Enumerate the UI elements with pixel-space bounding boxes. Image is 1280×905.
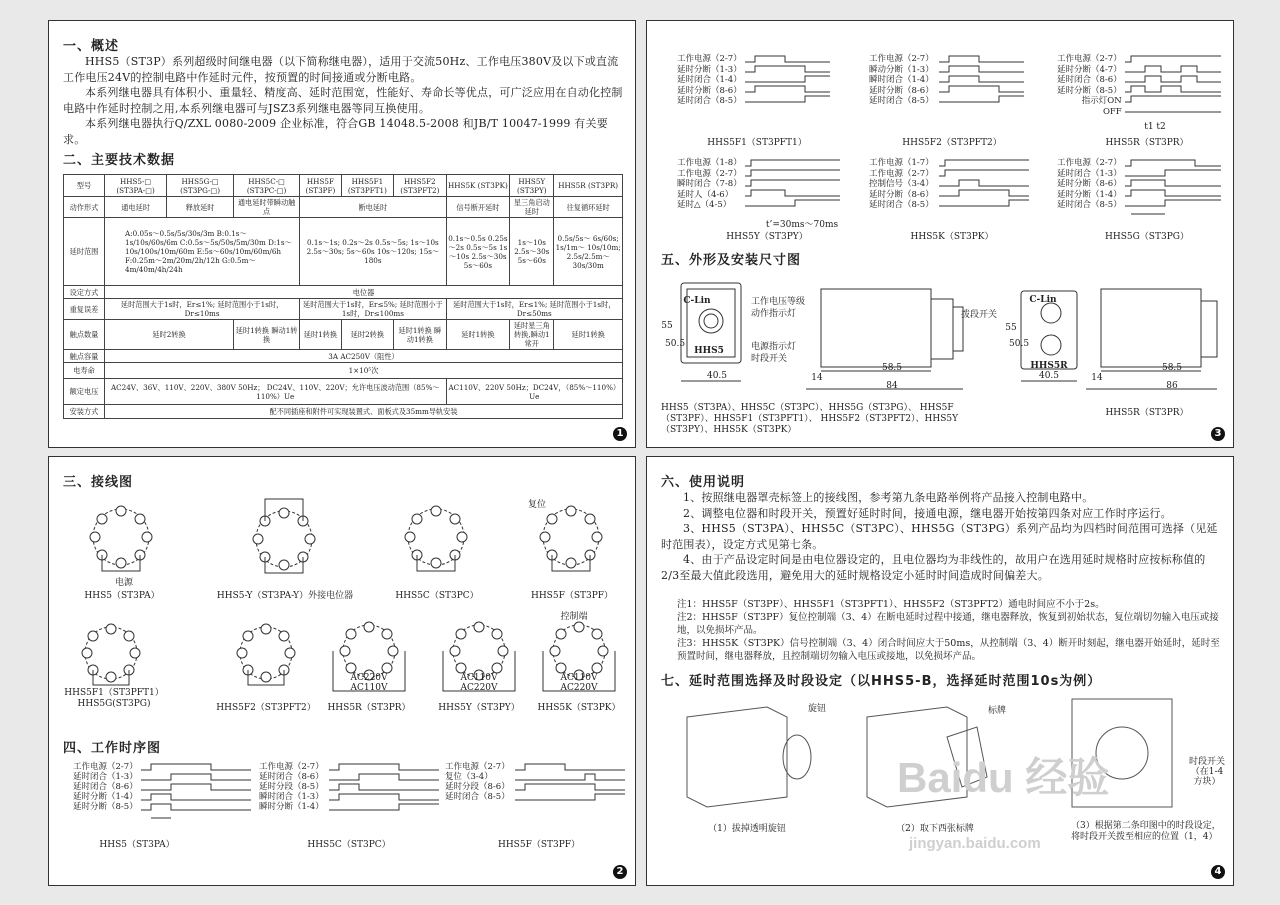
dim-405: 40.5 <box>1038 371 1060 381</box>
label-knob: 旋钮 <box>807 704 826 714</box>
model-cell: HHS5F2 (ST3PFT2) <box>394 175 446 197</box>
timing-labels-hhs5f1 <box>677 54 742 107</box>
dim-505: 50.5 <box>665 339 686 349</box>
timing-label: 瞬时闭合（1-4） <box>869 75 934 85</box>
timing-label: 工作电源（2-7） <box>1057 54 1122 64</box>
action-cell: 信号断开延时 <box>446 197 510 218</box>
wiring-caption: HHS5F1（ST3PFT1） HHS5G(ST3PG) <box>64 688 164 709</box>
wiring-power-label: 电源 <box>114 578 133 588</box>
dim-14: 14 <box>1091 373 1103 383</box>
wiring-voltage-label: AC110V <box>460 673 498 683</box>
timing-label: 延时分断（8-5） <box>73 802 138 812</box>
brand-logo: C-Lin <box>1029 295 1057 305</box>
dimension-caption-right: HHS5R（ST3PR） <box>1105 408 1189 418</box>
voltage-cell: AC24V、36V、110V、220V、380V 50Hz； DC24V、110V、220V；允许电压波动范围（85%～110%）Ue <box>105 379 447 405</box>
timing-label: 延时闭合（8-5） <box>1057 200 1122 210</box>
timing-label: 控制信号（3-4） <box>869 179 934 189</box>
timing-chart-hhs5f <box>515 762 625 814</box>
section-4-heading: 四、工作时序图 <box>63 741 162 756</box>
model-cell: HHS5-□ (ST3PA-□) <box>105 175 167 197</box>
dim-55: 55 <box>661 321 673 331</box>
dim-55: 55 <box>1005 323 1017 333</box>
action-cell: 通电延时带瞬动触点 <box>234 197 300 218</box>
dimension-caption-left: HHS5（ST3PA）、HHS5C（ST3PC）、HHS5G（ST3PG）、 HHS5F（ST3PF）、HHS5F1（ST3PFT1）、 HHS5F2（ST3PFT2）、HHS5Y（ST3PY）、HHS5K（ST3PK） <box>661 403 959 435</box>
range-cell: 1s～10s 2.5s～30s 5s～60s <box>510 218 554 286</box>
page-number: 4 <box>1211 865 1225 879</box>
page-2 <box>48 456 636 886</box>
timing-labels-hhs5k <box>869 158 934 211</box>
row-header-action: 动作形式 <box>64 197 105 218</box>
section-1-heading: 一、概述 <box>63 39 120 54</box>
usage-note: 注3：HHS5K（ST3PK）信号控制端（3、4）闭合时间应大于50ms，从控制端（3、4）断开时刻起，继电器开始延时，延时至预置时间，继电器释放，且控制端切勿输入电压或接地，以免损坏产品。 <box>677 638 1220 662</box>
timing-label: 工作电源（2-7） <box>677 54 742 64</box>
timing-labels-hhs5f <box>445 762 510 802</box>
model-cell: HHS5K (ST3PK) <box>446 175 510 197</box>
timing-label: 瞬动分断（1-3） <box>869 64 934 75</box>
row-header-voltage: 额定电压 <box>64 379 105 405</box>
action-cell: 通电延时 <box>105 197 167 218</box>
action-cell: 往复循环延时 <box>554 197 623 218</box>
dim-585: 58.5 <box>1161 363 1183 373</box>
action-cell: 断电延时 <box>300 197 446 218</box>
wiring-caption: HHS5C（ST3PC） <box>395 591 479 601</box>
timing-caption: HHS5G（ST3PG） <box>1105 232 1189 242</box>
contact-cell: 延时1转换 <box>446 320 510 350</box>
step-caption: （2）取下西张标牌 <box>896 824 974 834</box>
label-segment-switch: 时段开关 <box>751 354 788 364</box>
overview-para-1: HHS5（ST3P）系列超级时间继电器（以下简称继电器），适用于交流50Hz、工作电压380V及以下或直流工作电压24V的控制电路中作延时元件，按预置的时间接通或分断电路。 <box>63 55 619 84</box>
step-caption: （1）拔掉透明旋钮 <box>708 824 786 834</box>
range-cell: 0.1s～1s; 0.2s～2s 0.5s～5s; 1s～10s 2.5s～30s; 5s～60s 10s～120s; 15s～180s <box>300 218 446 286</box>
wiring-diagram-hhs5 <box>79 497 169 577</box>
section-6-heading: 六、使用说明 <box>661 475 746 490</box>
timing-note: t’=30ms～70ms <box>765 220 839 230</box>
timing-caption: HHS5K（ST3PK） <box>910 232 994 242</box>
wiring-voltage-label: AC220V <box>560 683 598 693</box>
wiring-voltage-label: AC220V <box>350 673 388 683</box>
model-label: HHS5 <box>694 346 724 356</box>
row-header-life: 电寿命 <box>64 363 105 379</box>
section-5-heading: 五、外形及安装尺寸图 <box>661 253 802 268</box>
timing-chart-hhs5f2 <box>939 54 1024 114</box>
timing-label: OFF <box>1102 106 1122 117</box>
timing-label: 瞬时闭合（7-8） <box>677 179 742 189</box>
spec-table <box>63 174 623 419</box>
model-cell: HHS5C-□ (ST3PC-□) <box>234 175 300 197</box>
timing-caption: HHS5F（ST3PF） <box>497 840 581 850</box>
dim-405: 40.5 <box>706 371 728 381</box>
row-header-range: 延时范围 <box>64 218 105 286</box>
wiring-voltage-label: AC220V <box>460 683 498 693</box>
timing-label: 工作电源（2-7） <box>869 54 934 64</box>
section-3-heading: 三、接线图 <box>63 475 134 490</box>
error-cell: 延时范围大于1s时，Er≤1%; 延时范围小于1s时，Dr≤10ms <box>105 299 300 320</box>
action-cell: 释放延时 <box>167 197 234 218</box>
row-header-capacity: 触点容量 <box>64 350 105 363</box>
contact-cell: 延时1转换 瞬动1转换 <box>394 320 446 350</box>
timing-chart-hhs5k <box>939 158 1029 218</box>
timing-label: 工作电源（2-7） <box>445 762 510 772</box>
wiring-control-label: 控制端 <box>560 612 588 622</box>
timing-label: 延时闭合（8-5） <box>445 792 510 802</box>
timing-label: 工作电源（1-7） <box>869 158 934 168</box>
timing-labels-hhs5y <box>677 158 742 211</box>
row-header-error: 重复误差 <box>64 299 105 320</box>
timing-label: 瞬时分断（1-4） <box>259 802 324 812</box>
wiring-caption: HHS5Y（ST3PY） <box>438 703 520 713</box>
timing-label: 工作电源（2-7） <box>1057 158 1122 168</box>
timing-label: 延时闭合（1-4） <box>677 75 742 85</box>
timing-label: 工作电源（2-7） <box>677 168 742 179</box>
page-number: 2 <box>613 865 627 879</box>
row-header-contact: 触点数量 <box>64 320 105 350</box>
timing-caption: HHS5F1（ST3PFT1） <box>707 138 807 148</box>
dimension-drawings <box>661 271 1221 401</box>
timing-label: 延时△（4-5） <box>677 200 732 210</box>
usage-para: 4、由于产品设定时间是由电位器设定的，且电位器均为非线性的，故用户在选用延时规格时应按标称值的2/3至最大值此段选用，避免用大的延时规格设定小延时时间造成时间偏差大。 <box>661 553 1206 582</box>
model-cell: HHS5R (ST3PR) <box>554 175 623 197</box>
timing-labels-hhs5c <box>259 762 324 812</box>
wiring-caption: HHS5F2（ST3PFT2） <box>216 703 316 713</box>
timing-label: 延时闭合（8-6） <box>73 782 138 792</box>
usage-para: 3、HHS5（ST3PA）、HHS5C（ST3PC）、HHS5G（ST3PG）系列产品均为四档时间范围可选择（见延时范围表），设定方式见第七条。 <box>661 522 1218 551</box>
timing-label: 复位（3-4） <box>445 772 493 782</box>
model-cell: HHS5Y (ST3PY) <box>510 175 554 197</box>
timing-label: 延时闭合（8-5） <box>677 96 742 106</box>
model-label: HHS5R <box>1030 361 1068 371</box>
timing-label: 延时分断（8-6） <box>1057 179 1122 189</box>
contact-cell: 延时2转换 <box>341 320 393 350</box>
timing-label: 延时闭合（1-3） <box>1057 168 1122 179</box>
timing-caption: HHS5C（ST3PC） <box>307 840 391 850</box>
timing-label: 延时分段（8-6） <box>445 782 510 792</box>
section-2-heading: 二、主要技术数据 <box>63 153 176 168</box>
overview-para-3: 本系列继电器执行Q/ZXL 0080-2009 企业标准，符合GB 14048.5-2008 和JB/T 10047-1999 有关要求。 <box>63 117 608 146</box>
timing-label: 延时人（4-6） <box>677 189 734 200</box>
timing-t12: t1 t2 <box>1144 122 1166 132</box>
timing-caption: HHS5Y（ST3PY） <box>726 232 808 242</box>
usage-para: 1、按照继电器罩壳标签上的接线图，参考第九条电路举例将产品接入控制电路中。 <box>683 491 1094 504</box>
error-cell: 延时范围大于1s时，Er≤5%; 延时范围小于1s时，Dr≤100ms <box>300 299 446 320</box>
brand-logo: C-Lin <box>683 296 711 306</box>
dim-84: 84 <box>886 381 898 391</box>
timing-chart-hhs5c <box>329 762 439 824</box>
set-cell: 电位器 <box>105 286 623 299</box>
wiring-diagram-hhs5f2 <box>224 619 314 689</box>
timing-labels-hhs5r <box>1057 54 1122 117</box>
life-cell: 1×10⁵次 <box>105 363 623 379</box>
contact-cell: 延时1转换 瞬动1转换 <box>234 320 300 350</box>
dim-14: 14 <box>811 373 823 383</box>
timing-label: 延时分断（8-6） <box>677 85 742 96</box>
timing-chart-hhs5f1 <box>745 54 830 114</box>
timing-chart-hhs5 <box>141 762 251 824</box>
page-number: 3 <box>1211 427 1225 441</box>
timing-label: 工作电源（2-7） <box>73 762 138 772</box>
page-3 <box>646 20 1234 448</box>
wiring-voltage-label: AC110V <box>560 673 598 683</box>
label-dial-switch: 拨段开关 <box>960 310 997 320</box>
timing-label: 延时闭合（8-5） <box>869 96 934 106</box>
page-1 <box>48 20 636 448</box>
wiring-caption: HHS5R（ST3PR） <box>327 703 411 713</box>
dim-585: 58.5 <box>881 363 903 373</box>
timing-label: 工作电源（2-7） <box>259 762 324 772</box>
usage-para: 2、调整电位器和时段开关，预置好延时时间，接通电源，继电器开始按第四条对应工作时序运行。 <box>683 506 1172 520</box>
timing-label: 瞬时闭合（1-3） <box>259 792 324 802</box>
dim-86: 86 <box>1166 381 1178 391</box>
label-segment-switch: 时段开关 （在1-4方块） <box>1188 757 1225 787</box>
timing-label: 延时分断（8-5） <box>1057 85 1122 96</box>
contact-cell: 延时2转换 <box>105 320 234 350</box>
watermark-url: jingyan.baidu.com <box>909 835 1041 852</box>
timing-label: 延时闭合（1-3） <box>73 772 138 782</box>
overview-text <box>63 54 623 147</box>
timing-label: 延时分断（4-7） <box>1057 64 1122 75</box>
timing-label: 延时闭合（8-6） <box>1057 75 1122 85</box>
wiring-voltage-label: AC110V <box>350 683 388 693</box>
wiring-caption: HHS5（ST3PA） <box>84 591 160 601</box>
timing-label: 工作电源（2-7） <box>869 168 934 179</box>
label-voltage-grade: 工作电压等级 <box>751 297 806 307</box>
contact-cell: 延时1转换 <box>554 320 623 350</box>
timing-chart-hhs5g <box>1125 158 1221 220</box>
page-4 <box>646 456 1234 886</box>
timing-caption: HHS5（ST3PA） <box>99 840 175 850</box>
timing-chart-hhs5y <box>745 158 840 218</box>
timing-label: 指示灯ON <box>1081 96 1122 106</box>
wiring-caption: HHS5-Y（ST3PA-Y）外接电位器 <box>216 591 354 601</box>
timing-label: 延时分断（1-4） <box>1057 189 1122 200</box>
usage-note: 注1：HHS5F（ST3PF）、HHS5F1（ST3PFT1）、HHS5F2（ST3PFT2）通电时间应不小于2s。 <box>677 599 1105 610</box>
timing-label: 延时分断（8-6） <box>869 85 934 96</box>
usage-notes <box>677 598 1221 663</box>
wiring-reset-label: 复位 <box>527 500 546 510</box>
range-cell: 0.1s～0.5s 0.25s～2s 0.5s～5s 1s～10s 2.5s～30s 5s～60s <box>446 218 510 286</box>
label-action-lamp: 动作指示灯 <box>751 309 797 319</box>
model-cell: HHS5G-□ (ST3PG-□) <box>167 175 234 197</box>
timing-labels-hhs5g <box>1057 158 1122 211</box>
usage-note: 注2：HHS5F（ST3PF）复位控制端（3、4）在断电延时过程中接通，继电器释放，恢复到初始状态，复位端切勿输入电压或接地，以免损坏产品。 <box>677 612 1219 636</box>
timing-caption: HHS5F2（ST3PFT2） <box>902 138 1002 148</box>
voltage-cell: AC110V、220V 50Hz；DC24V，（85%～110%）Ue <box>446 379 622 405</box>
watermark-logo: Baidu 经验 <box>897 754 1110 801</box>
wiring-diagram-hhs5f1 <box>69 619 159 689</box>
timing-labels-hhs5f2 <box>869 54 934 107</box>
timing-label: 延时分断（8-6） <box>869 189 934 200</box>
timing-label: 延时闭合（8-6） <box>259 772 324 782</box>
capacity-cell: 3A AC250V（阻性） <box>105 350 623 363</box>
wiring-caption: HHS5F（ST3PF） <box>530 591 614 601</box>
mount-cell: 配不同插座和附件可实现装置式、面板式及35mm导轨安装 <box>105 405 623 419</box>
page-number: 1 <box>613 427 627 441</box>
contact-cell: 延时星三角转换,瞬动1常开 <box>510 320 554 350</box>
wiring-diagram-hhs5c <box>394 497 484 577</box>
label-plate: 标牌 <box>987 706 1006 716</box>
model-cell: HHS5F (ST3PF) <box>300 175 341 197</box>
label-power-lamp: 电源指示灯 <box>751 342 797 352</box>
wiring-diagram-hhs5y <box>239 493 329 579</box>
timing-caption: HHS5R（ST3PR） <box>1105 138 1189 148</box>
timing-label: 工作电源（1-8） <box>677 158 742 168</box>
row-header-mount: 安装方式 <box>64 405 105 419</box>
action-cell: 星三角启动延时 <box>510 197 554 218</box>
range-cell: 0.5s/5s～ 6s/60s; 1s/1m～ 10s/10m; 2.5s/2.5m～ 30s/30m <box>554 218 623 286</box>
timing-label: 延时分段（8-5） <box>259 782 324 792</box>
timing-label: 延时闭合（8-5） <box>869 200 934 210</box>
row-header-set: 设定方式 <box>64 286 105 299</box>
wiring-caption: HHS5K（ST3PK） <box>537 703 621 713</box>
range-cell: A:0.05s～0.5s/5s/30s/3m B:0.1s～1s/10s/60s/6m C:0.5s～5s/50s/5m/30m D:1s～10s/100s/10m/60m E:5s～60s/10m/60m/6h F:0.25m～2m/20m/2h/12h G:0.5m～4m/40m/4h/24h <box>105 218 300 286</box>
overview-para-2: 本系列继电器具有体积小、重量轻、精度高、延时范围宽，性能好、寿命长等优点，可广泛应用在自动化控制电路中作延时控制之用,本系列继电器可与JSZ3系列继电器等同互换使用。 <box>63 86 623 115</box>
timing-labels-hhs5 <box>73 762 138 812</box>
row-header-model: 型号 <box>64 175 105 197</box>
model-cell: HHS5F1 (ST3PFT1) <box>341 175 393 197</box>
timing-chart-hhs5r <box>1125 54 1221 126</box>
timing-label: 延时分断（1-4） <box>73 792 138 802</box>
error-cell: 延时范围大于1s时，Er≤1%; 延时范围小于1s时，Dr≤50ms <box>446 299 622 320</box>
contact-cell: 延时1转换 <box>300 320 341 350</box>
step-caption: （3）根据第二条印图中的时段设定，将时段开关拨至相应的位置（1，4） <box>1071 821 1221 842</box>
usage-text <box>661 490 1221 583</box>
timing-label: 延时分断（1-3） <box>677 64 742 75</box>
section-7-heading: 七、延时范围选择及时段设定（以HHS5-B，选择延时范围10s为例） <box>661 674 1102 689</box>
dim-505: 50.5 <box>1009 339 1030 349</box>
